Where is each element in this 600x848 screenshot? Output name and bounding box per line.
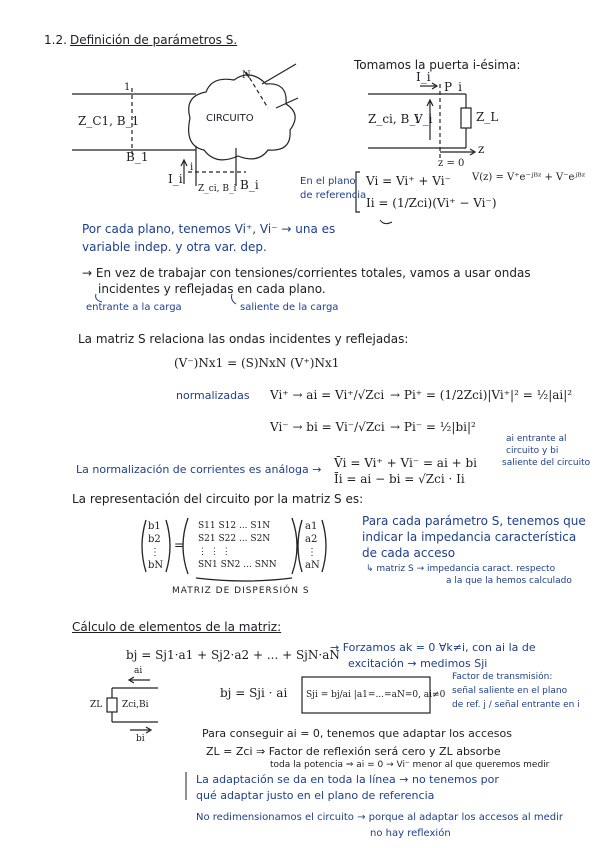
- para2-note-reflected: saliente de la carga: [240, 302, 339, 313]
- calc-circuit-zl: ZL: [90, 700, 103, 710]
- fig1-current-i: I_i: [168, 172, 183, 186]
- equals-sign: =: [174, 538, 185, 552]
- s-matrix-row: ⋮ ⋮ ⋮: [198, 547, 231, 557]
- s-matrix-row: S21 S22 ... S2N: [198, 534, 271, 544]
- b-vector-item: b1: [148, 521, 161, 532]
- plane-eq-2: Ii = (1/Zci)(Vi⁺ − Vi⁻): [366, 196, 497, 210]
- s-matrix-row: SN1 SN2 ... SNN: [198, 560, 277, 570]
- a-vector-item: a2: [305, 534, 318, 545]
- calc-title: Cálculo de elementos de la matriz:: [72, 620, 282, 634]
- para2-line1: → En vez de trabajar con tensiones/corrientes totales, vamos a usar ondas: [82, 266, 531, 280]
- para2-line2: incidentes y reflejadas en cada plano.: [98, 282, 326, 296]
- calc-trans-1: Factor de transmisión:: [452, 672, 553, 682]
- representation-note-3: de cada acceso: [362, 546, 456, 560]
- calc-circuit-zci: Zci,Bi: [122, 700, 149, 710]
- calc-force-2: excitación → medimos Sji: [348, 657, 488, 670]
- representation-note-1: Para cada parámetro S, tenemos que: [362, 514, 586, 528]
- section-title: Definición de parámetros S.: [70, 33, 238, 47]
- fig1-bi: B_i: [240, 178, 259, 192]
- current-norm-eq1: V̄i = Vi⁺ + Vi⁻ = ai + bi: [334, 456, 478, 470]
- calc-bj-sum: bj = Sj1·a1 + Sj2·a2 + ... + SjN·aN: [126, 648, 340, 662]
- fig2-zaxis: z: [478, 142, 485, 156]
- calc-force-1: → Forzamos ak = 0 ∀k≠i, con ai la de: [330, 641, 536, 654]
- adapt-line-2: ZL = Zci ⇒ Factor de reflexión será cero y ZL absorbe: [206, 745, 501, 758]
- adapt-line-3: toda la potencia ⇒ ai = 0 → Vi⁻ menor al que queremos medir: [270, 760, 550, 770]
- adapt-bullet-2a: No redimensionamos el circuito → porque al adaptar los accesos al medir: [196, 812, 563, 823]
- calc-bj-eq: bj = Sji · ai: [220, 686, 288, 700]
- b-vector: [148, 520, 166, 572]
- calc-trans-3: de ref. j / señal entrante en i: [452, 700, 580, 710]
- a-vector: [305, 520, 323, 572]
- adapt-line-1: Para conseguir ai = 0, tenemos que adaptar los accesos: [202, 727, 512, 740]
- plane-eq-1-right: V(z) = V⁺e⁻ʲᴮᶻ + V⁻eʲᴮᶻ: [472, 172, 586, 183]
- normalized-a-power: → Pi⁺ = (1/2Zci)|Vi⁺|² = ½|ai|²: [390, 388, 573, 402]
- fig2-vi: V_i: [414, 112, 433, 126]
- fig1-port1-top: 1: [124, 82, 131, 93]
- fig1-port-n: N: [242, 70, 251, 81]
- fig2-left: Z_ci, B_i: [368, 112, 420, 126]
- fig1-port1-bottom: B_1: [126, 150, 149, 164]
- normalized-label: normalizadas: [176, 389, 250, 402]
- normalized-b-power: → Pi⁻ = ½|bi|²: [390, 420, 476, 434]
- matrix-caption: MATRIZ DE DISPERSIÓN S: [172, 586, 310, 596]
- para2-note-incident: entrante a la carga: [86, 302, 182, 313]
- a-vector-item: a1: [305, 521, 318, 532]
- fig2-note: Tomamos la puerta i-ésima:: [354, 58, 521, 72]
- fig2-zl: Z_L: [476, 110, 499, 124]
- current-norm-eq2: Īi = ai − bi = √Zci · Ii: [334, 472, 465, 486]
- fig1-left-label: Z_C1, B_1: [78, 114, 140, 128]
- plane-eq-1: Vi = Vi⁺ + Vi⁻: [366, 174, 451, 188]
- a-vector-item: aN: [305, 560, 320, 571]
- para1-line1: Por cada plano, tenemos Vi⁺, Vi⁻ → una es: [82, 222, 336, 236]
- a-vector-item: ⋮: [307, 547, 317, 558]
- current-norm-text: La normalización de corrientes es análoga →: [76, 463, 322, 476]
- fig2-pi: P_i: [444, 80, 462, 94]
- calc-circuit-ai: ai: [134, 666, 143, 676]
- adapt-bullet-1b: qué adaptar justo en el plano de referencia: [196, 789, 435, 802]
- current-norm-side1: ai entrante al: [506, 434, 567, 444]
- normalized-a-eq: Vi⁺ → ai = Vi⁺/√Zci: [270, 388, 385, 402]
- fig2-z0: z = 0: [438, 158, 465, 169]
- fig2-current: I_i: [416, 70, 431, 84]
- adapt-bullet-2b: no hay reflexión: [370, 828, 451, 839]
- fig1-cloud-label: CIRCUITO: [206, 113, 254, 124]
- calc-trans-2: señal saliente en el plano: [452, 686, 568, 696]
- representation-note-5: a la que la hemos calculado: [446, 576, 572, 586]
- matrix-rel-title: La matriz S relaciona las ondas incidentes y reflejadas:: [78, 332, 409, 346]
- b-vector-item: ⋮: [150, 547, 160, 558]
- fig1-zci-bi: Z_ci, B_i: [198, 184, 237, 194]
- calc-sji-box: Sji = bj/ai |a1=...=aN=0, ai≠0: [306, 690, 446, 700]
- plane-label-2: de referencia: [300, 190, 367, 201]
- s-matrix: [198, 520, 290, 572]
- current-norm-side2: circuito y bi: [506, 446, 559, 456]
- representation-title: La representación del circuito por la matriz S es:: [72, 492, 364, 506]
- para1-line2: variable indep. y otra var. dep.: [82, 240, 267, 254]
- s-matrix-row: S11 S12 ... S1N: [198, 521, 271, 531]
- current-norm-side3: saliente del circuito: [502, 458, 591, 468]
- b-vector-item: bN: [148, 560, 164, 571]
- adapt-bullet-1a: La adaptación se da en toda la línea → no tenemos por: [196, 773, 499, 786]
- normalized-b-eq: Vi⁻ → bi = Vi⁻/√Zci: [270, 420, 385, 434]
- representation-note-4: ↳ matriz S → impedancia caract. respecto: [366, 564, 556, 574]
- matrix-rel-eq: (V⁻)Nx1 = (S)NxN (V⁺)Nx1: [174, 356, 340, 370]
- calc-circuit-bi: bi: [136, 734, 145, 744]
- b-vector-item: b2: [148, 534, 161, 545]
- representation-note-2: indicar la impedancia característica: [362, 530, 577, 544]
- fig1-port-i: i: [190, 162, 194, 173]
- plane-label-1: En el plano: [300, 176, 356, 187]
- section-number: 1.2.: [44, 33, 67, 47]
